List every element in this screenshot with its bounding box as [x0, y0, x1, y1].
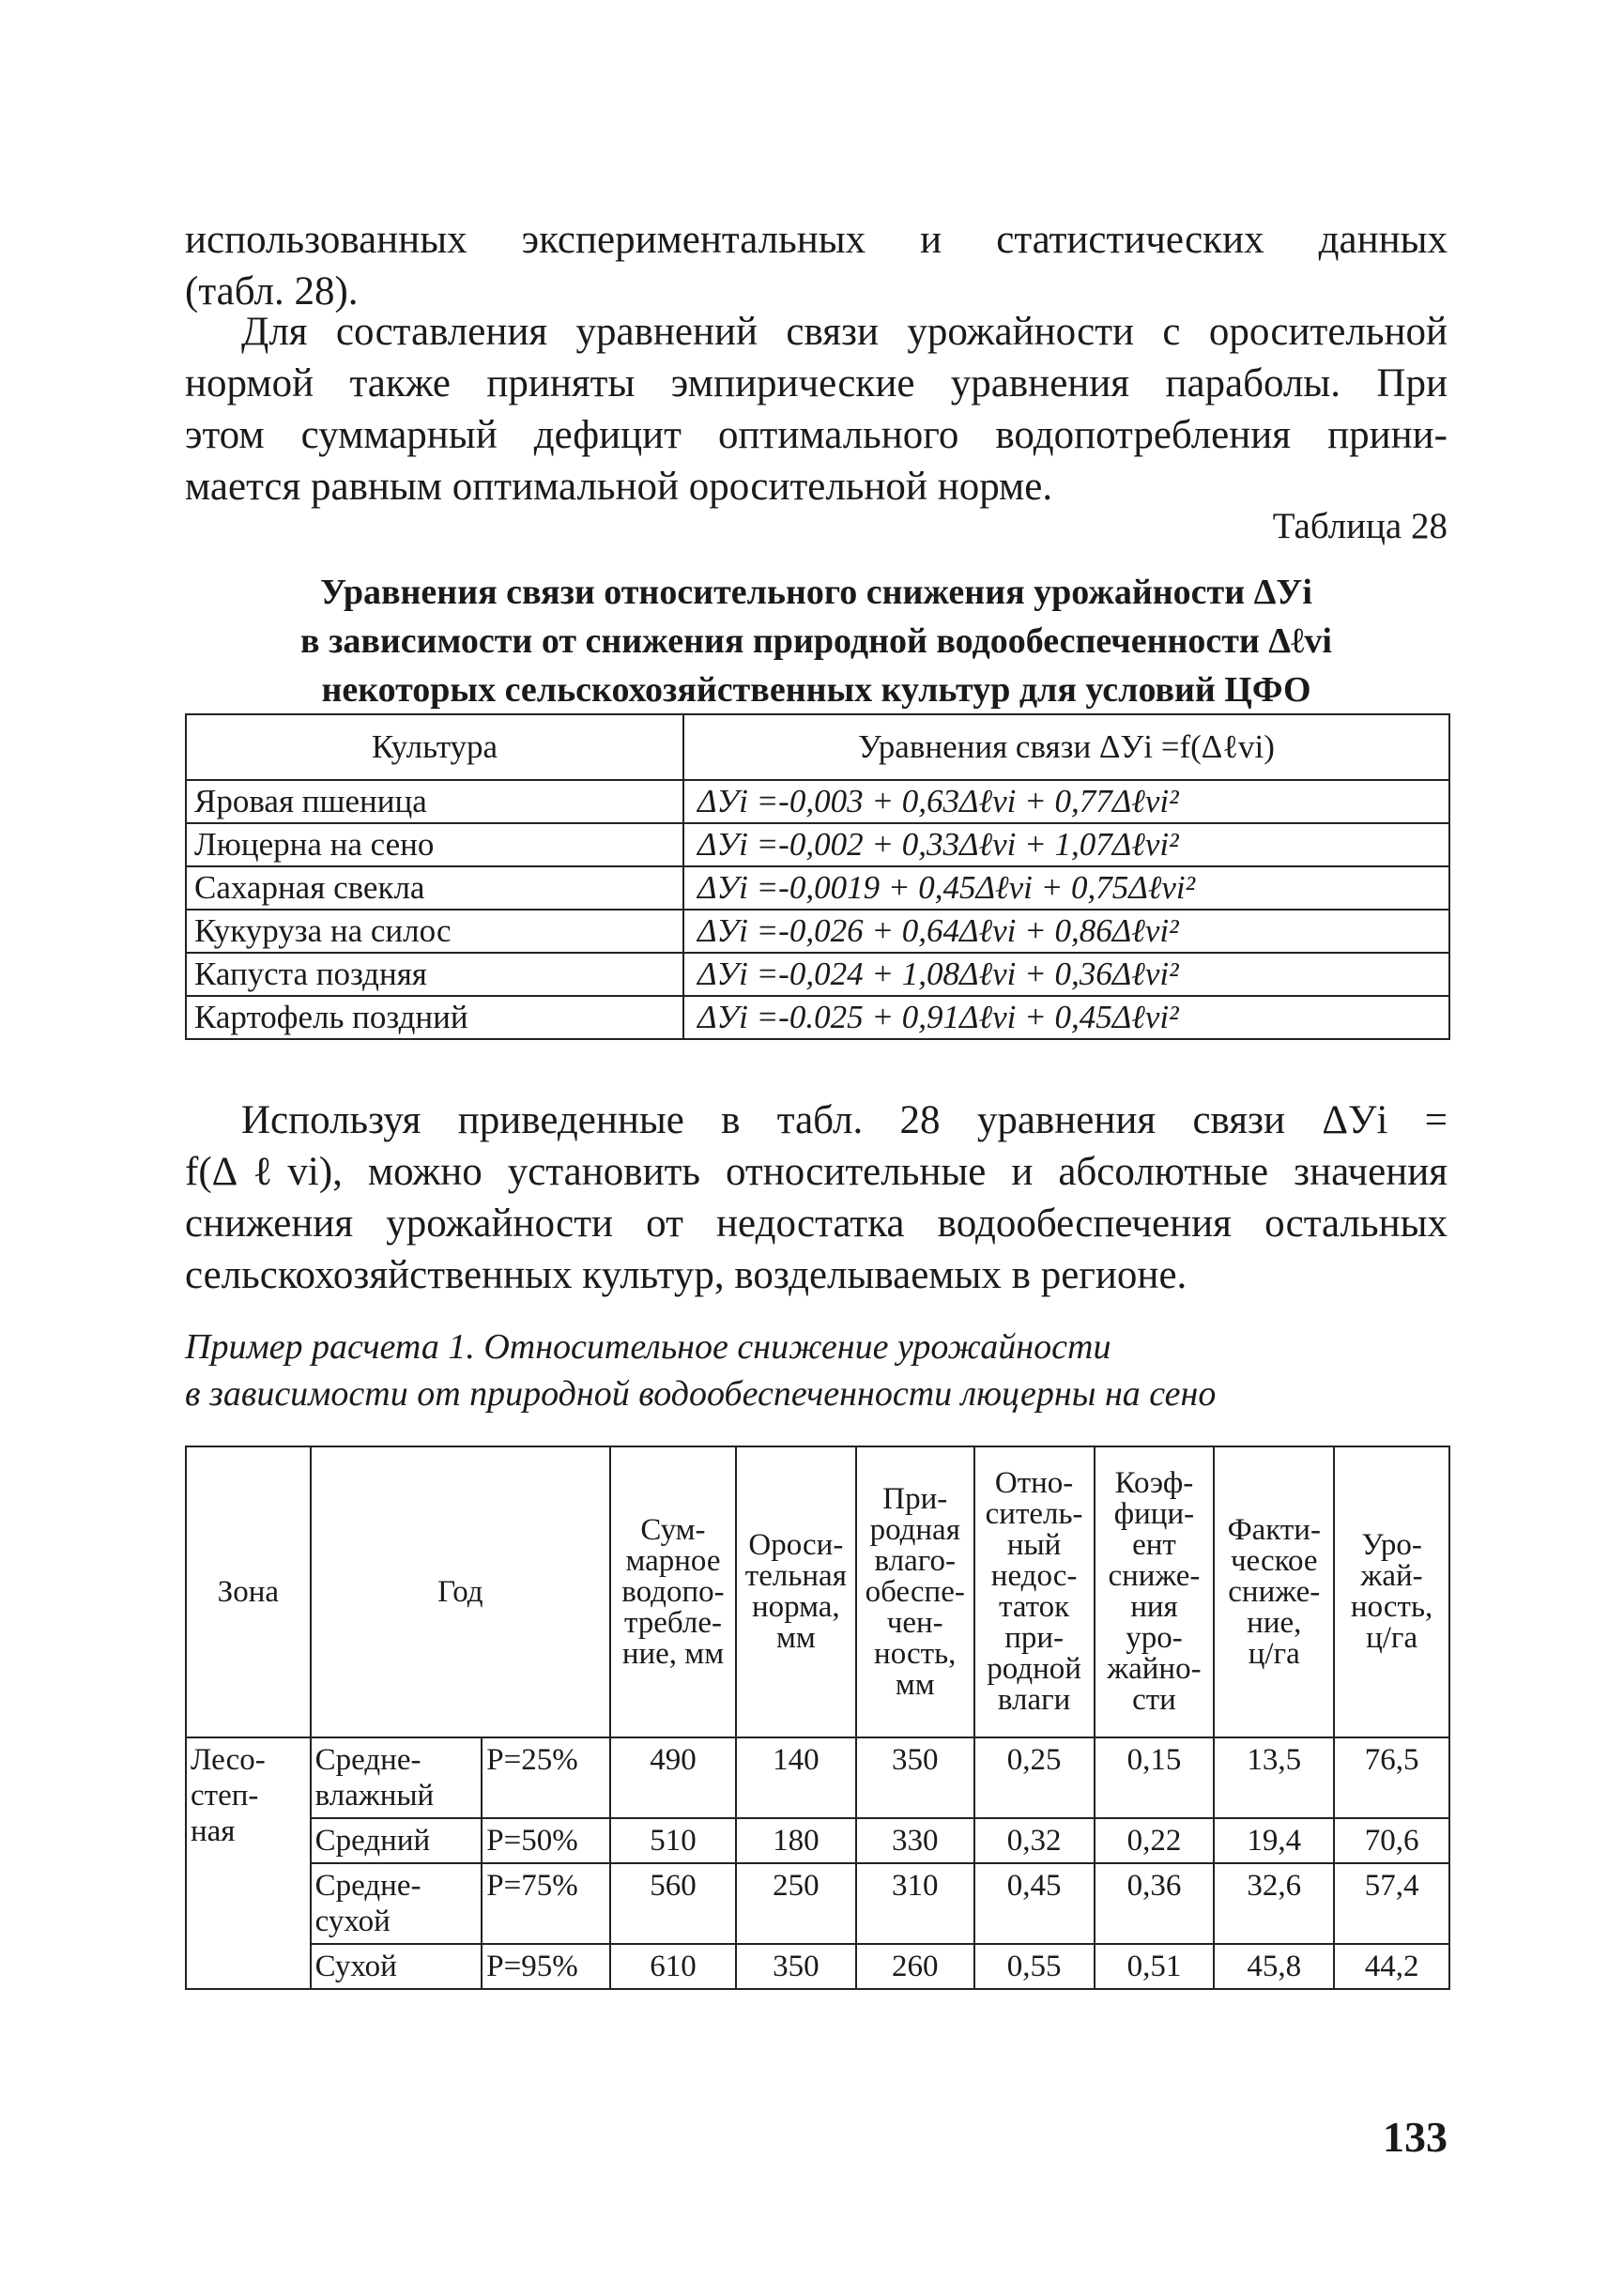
column-header-equation: Уравнения связи ΔУi =f(Δℓvi): [683, 714, 1449, 780]
probability-cell: P=95%: [482, 1944, 610, 1989]
crop-cell: Яровая пшеница: [186, 780, 683, 823]
column-header-reduction-coef: Коэф- фици- ент сниже- ния уро- жайно- сти: [1095, 1446, 1215, 1737]
calculation-table: [185, 1446, 1450, 1990]
table-number: Таблица 28: [1272, 506, 1448, 546]
table-title-line: в зависимости от снижения природной водообеспеченности Δℓvi: [300, 621, 1332, 661]
caption-line: в зависимости от природной водообеспеченности люцерны на сено: [185, 1374, 1217, 1414]
value-cell: 0,32: [974, 1818, 1095, 1863]
value-cell: 610: [610, 1944, 736, 1989]
equation-cell: ΔУi =-0,002 + 0,33Δℓvi + 1,07Δℓvi²: [683, 823, 1449, 866]
equation-cell: ΔУi =-0,003 + 0,63Δℓvi + 0,77Δℓvi²: [683, 780, 1449, 823]
text-line: использованных экспериментальных и статистических данных: [185, 218, 1448, 262]
paragraph-usage: [185, 1094, 1448, 1301]
paragraph-continuation: [185, 214, 1448, 317]
value-cell: 19,4: [1214, 1818, 1334, 1863]
table-row: [186, 780, 1449, 823]
value-cell: 0,22: [1095, 1818, 1215, 1863]
text-line: нормой также приняты эмпирические уравнения параболы. При: [185, 361, 1448, 405]
value-cell: 45,8: [1214, 1944, 1334, 1989]
value-cell: 13,5: [1214, 1737, 1334, 1818]
year-cell: Средне- сухой: [311, 1863, 483, 1944]
table-title: [185, 568, 1448, 714]
table-row: [186, 1818, 1449, 1863]
year-cell: Средний: [311, 1818, 483, 1863]
value-cell: 0,25: [974, 1737, 1095, 1818]
text-line: Для составления уравнений связи урожайности с оросительной: [241, 310, 1448, 354]
crop-cell: Капуста поздняя: [186, 953, 683, 996]
page-number: 133: [1383, 2113, 1448, 2161]
crop-cell: Сахарная свекла: [186, 866, 683, 910]
example-caption: [185, 1323, 1448, 1417]
value-cell: 350: [856, 1737, 974, 1818]
value-cell: 560: [610, 1863, 736, 1944]
column-header-natural-water: При- родная влаго- обеспе- чен- ность, мм: [856, 1446, 974, 1737]
value-cell: 260: [856, 1944, 974, 1989]
value-cell: 180: [736, 1818, 856, 1863]
value-cell: 510: [610, 1818, 736, 1863]
table-row: [186, 996, 1449, 1039]
equation-cell: ΔУi =-0,024 + 1,08Δℓvi + 0,36Δℓvi²: [683, 953, 1449, 996]
caption-line: Пример расчета 1. Относительное снижение урожайности: [185, 1327, 1111, 1367]
text-line: снижения урожайности от недостатка водообеспечения остальных: [185, 1201, 1448, 1246]
value-cell: 490: [610, 1737, 736, 1818]
value-cell: 0,15: [1095, 1737, 1215, 1818]
value-cell: 350: [736, 1944, 856, 1989]
paragraph-equations-intro: [185, 306, 1448, 513]
crop-cell: Картофель поздний: [186, 996, 683, 1039]
table-row: [186, 1944, 1449, 1989]
value-cell: 250: [736, 1863, 856, 1944]
value-cell: 0,55: [974, 1944, 1095, 1989]
value-cell: 0,36: [1095, 1863, 1215, 1944]
crop-cell: Кукуруза на силос: [186, 910, 683, 953]
column-header-actual-reduction: Факти- ческое сниже- ние, ц/га: [1214, 1446, 1334, 1737]
table-row: [186, 866, 1449, 910]
crop-cell: Люцерна на сено: [186, 823, 683, 866]
table-row: [186, 1737, 1449, 1818]
column-header-irrigation-norm: Ороси- тельная норма, мм: [736, 1446, 856, 1737]
column-header-yield: Уро- жай- ность, ц/га: [1334, 1446, 1449, 1737]
value-cell: 70,6: [1334, 1818, 1449, 1863]
text-line: мается равным оптимальной оросительной норме.: [185, 465, 1053, 509]
value-cell: 44,2: [1334, 1944, 1449, 1989]
column-header-crop: Культура: [186, 714, 683, 780]
equation-cell: ΔУi =-0.025 + 0,91Δℓvi + 0,45Δℓvi²: [683, 996, 1449, 1039]
table-title-line: Уравнения связи относительного снижения урожайности ΔУi: [320, 573, 1312, 612]
text-line: сельскохозяйственных культур, возделываемых в регионе.: [185, 1253, 1187, 1297]
value-cell: 57,4: [1334, 1863, 1449, 1944]
year-cell: Средне- влажный: [311, 1737, 483, 1818]
table-row: [186, 910, 1449, 953]
value-cell: 330: [856, 1818, 974, 1863]
value-cell: 0,51: [1095, 1944, 1215, 1989]
table-title-line: некоторых сельскохозяйственных культур для условий ЦФО: [321, 670, 1311, 710]
table-row: [186, 1863, 1449, 1944]
text-line: этом суммарный дефицит оптимального водопотребления прини-: [185, 413, 1448, 457]
year-cell: Сухой: [311, 1944, 483, 1989]
column-header-year: Год: [311, 1446, 610, 1737]
equation-cell: ΔУi =-0,0019 + 0,45Δℓvi + 0,75Δℓvi²: [683, 866, 1449, 910]
equations-table: [185, 713, 1450, 1040]
value-cell: 76,5: [1334, 1737, 1449, 1818]
column-header-zone: Зона: [186, 1446, 311, 1737]
text-line: Используя приведенные в табл. 28 уравнения связи ΔУi =: [241, 1098, 1448, 1142]
probability-cell: P=50%: [482, 1818, 610, 1863]
probability-cell: P=25%: [482, 1737, 610, 1818]
value-cell: 140: [736, 1737, 856, 1818]
column-header-water-use: Сум- марное водопо- требле- ние, мм: [610, 1446, 736, 1737]
table-row: [186, 823, 1449, 866]
column-header-relative-deficit: Отно- ситель- ный недос- таток при- родной влаги: [974, 1446, 1095, 1737]
text-line: (табл. 28).: [185, 269, 359, 314]
value-cell: 32,6: [1214, 1863, 1334, 1944]
value-cell: 0,45: [974, 1863, 1095, 1944]
value-cell: 310: [856, 1863, 974, 1944]
text-line: f(Δℓvi), можно установить относительные и абсолютные значения: [185, 1150, 1448, 1194]
zone-cell: Лесо- степ- ная: [186, 1737, 311, 1989]
equation-cell: ΔУi =-0,026 + 0,64Δℓvi + 0,86Δℓvi²: [683, 910, 1449, 953]
table-row: [186, 953, 1449, 996]
probability-cell: P=75%: [482, 1863, 610, 1944]
